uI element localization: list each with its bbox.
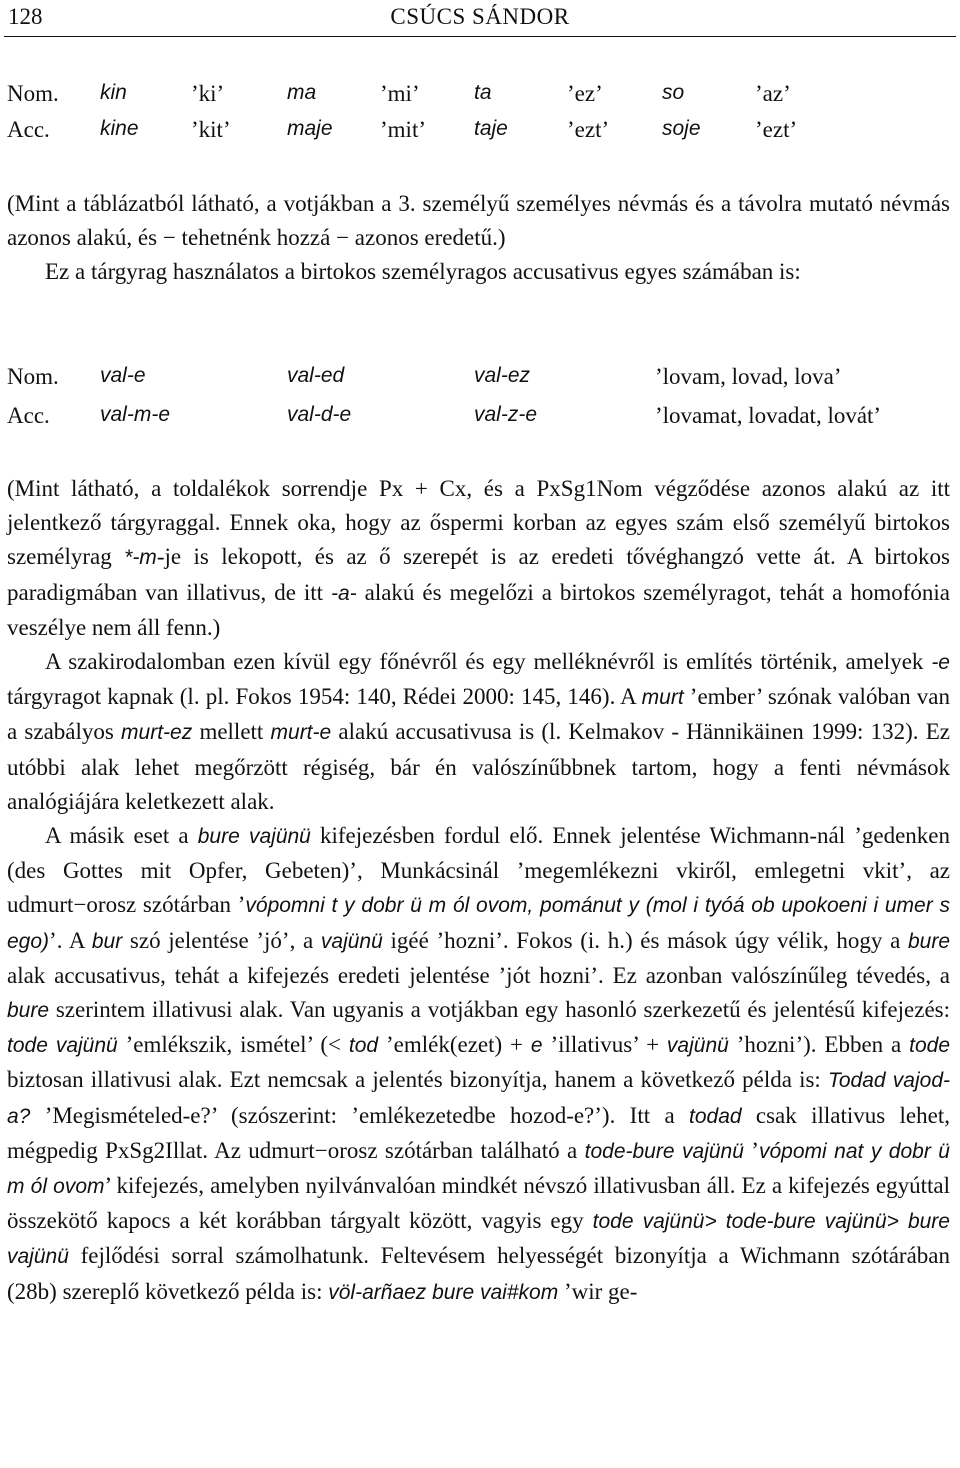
cited-form: bure vajünü: [197, 825, 311, 849]
table2-row-acc: [0, 403, 960, 433]
text-run: szó jelentése ’jó’, a: [122, 927, 321, 953]
cited-form: bur: [91, 929, 123, 953]
gloss: ’ki’: [191, 81, 225, 106]
text-run: alakú accusativusa is (l. Kelmakov - Hännikäinen 1999: 132). Ez utóbbi alak lehet megőrzött régiség, bár én valószínűbbnek tartom, hogy a fenti névmások analógiájára keletkezett alak.: [7, 719, 950, 814]
text-run: ’wir ge-: [558, 1278, 638, 1304]
cited-form: todad: [689, 1104, 742, 1128]
form: val-ez: [474, 364, 531, 387]
page-number: 128: [8, 4, 43, 29]
cited-form: *-m: [124, 546, 157, 570]
gloss: ’ez’: [567, 81, 603, 106]
gloss: ’ezt’: [755, 117, 798, 142]
gloss: ’lovam, lovad, lova’: [655, 364, 842, 389]
paragraph: Ez a tárgyrag használatos a birtokos személyragos accusativus egyes számában is:: [45, 259, 801, 285]
gloss: ’ezt’: [567, 117, 610, 142]
cited-form: tode: [909, 1034, 950, 1058]
text-run: alak accusativus, tehát a kifejezés eredeti jelentése ’jót hozni’. Ez azonban valószínűleg tévedés, a: [7, 962, 950, 988]
form: taje: [474, 117, 508, 140]
form: val-z-e: [474, 403, 538, 426]
form: val-d-e: [287, 403, 352, 426]
cited-form: bure: [7, 999, 50, 1023]
table2-row-nom: [0, 364, 960, 394]
text-run: tárgyragot kapnak (l. pl. Fokos 1954: 140, Rédei 2000: 145, 146). A: [7, 684, 642, 710]
case-label: Nom.: [7, 81, 59, 106]
text-run: ’ember’ szónak valóban van a szabályos: [7, 684, 950, 745]
paragraph-block-2: [7, 472, 950, 1310]
text-run: ’emlék(ezet) +: [378, 1032, 531, 1058]
cited-form: völ-arñaez bure vai#kom: [328, 1280, 559, 1304]
text-run: ’hozni’). Ebben a: [728, 1032, 910, 1058]
case-label: Nom.: [7, 364, 59, 389]
cited-form: vajünü: [666, 1034, 729, 1058]
text-run: mellett: [192, 719, 271, 745]
form: val-ed: [287, 364, 345, 387]
cited-form: -a-: [330, 581, 357, 605]
page-header: [0, 0, 960, 36]
text-run: igéé ’hozni’. Fokos (i. h.) és mások úgy vélik, hogy a: [382, 927, 908, 953]
text-run: A szakirodalomban ezen kívül egy főnévről és egy melléknévről is említés történik, amelyek: [45, 649, 932, 675]
running-head: CSÚCS SÁNDOR: [390, 4, 570, 29]
table1-row-nom: [0, 81, 960, 111]
form: val-m-e: [100, 403, 171, 426]
form: ma: [287, 81, 317, 104]
cited-form: bure: [907, 929, 951, 953]
form: kine: [100, 117, 139, 140]
gloss: ’mi’: [380, 81, 420, 106]
text-run: ’Megismételed-e?’ (szószerint: ’emlékezetedbe hozod-e?’). Itt a: [30, 1102, 689, 1128]
cited-form: murt-ez: [121, 721, 193, 745]
text-run: alakú és megelőzi a birtokos személyragot, tehát a homofónia veszélye nem áll fenn.): [7, 579, 950, 640]
cited-form: tode vajünü> tode-bure vajünü> bure vajünü: [7, 1210, 950, 1269]
table1-row-acc: [0, 117, 960, 147]
text-run: A másik eset a: [45, 823, 198, 849]
text-run: ’: [743, 1137, 759, 1163]
cited-form: tode vajünü: [7, 1034, 118, 1058]
text-run: ’ kifejezés, amelyben nyilvánvalóan mindkét névszó illativusban áll. Ez a kifejezés egyúttal összekötő kapocs a két korábban tárgyalt között, vagyis egy: [7, 1173, 951, 1234]
text-run: fejlődési sorral számolhatunk. Feltevésem helyességét bizonyítja a Wichmann szótárában (28b) szereplő következő példa is:: [7, 1243, 950, 1304]
text-run: biztosan illativusi alak. Ezt nemcsak a jelentés bizonyítja, hanem a következő példa is:: [7, 1067, 828, 1093]
form: kin: [100, 81, 127, 104]
case-label: Acc.: [7, 403, 50, 428]
form: so: [662, 81, 685, 104]
cited-form: vópomni t y dobr ü m ól ovom, pománut y (mol i tyóá ob upokoeni i umer s ego): [7, 894, 950, 953]
gloss: ’kit’: [191, 117, 231, 142]
case-label: Acc.: [7, 117, 50, 142]
cited-form: tode-bure vajünü: [584, 1139, 744, 1163]
text-run: ’illativus’ +: [542, 1032, 667, 1058]
gloss: ’mit’: [380, 117, 426, 142]
cited-form: vópomi nat y dobr ü m ól ovom: [7, 1139, 950, 1199]
text-run: ’. A: [49, 927, 92, 953]
paragraph: [7, 645, 950, 819]
paragraph: [7, 472, 950, 645]
form: val-e: [100, 364, 146, 387]
text-run: (Mint látható, a toldalékok sorrendje Px + Cx, és a PxSg1Nom végződése azonos alakú az itt jelentkező tárgyraggal. Ennek oka, hogy az őspermi korban az egyes szám első személyű birtokos személyrag: [7, 476, 950, 570]
cited-form: tod: [348, 1034, 379, 1058]
gloss: ’az’: [755, 81, 791, 106]
text-run: szerintem illativusi alak. Van ugyanis a votjákban egy hasonló szerkezetű és jelentésű kifejezés:: [49, 997, 950, 1023]
header-rule: [4, 36, 956, 37]
cited-form: vajünü: [320, 929, 383, 953]
text-run: ’emlékszik, ismétel’ (<: [117, 1032, 349, 1058]
form: maje: [287, 117, 333, 140]
paragraph: (Mint a táblázatból látható, a votjákban a 3. személyű személyes névmás és a távolra mutató névmás azonos alakú, és − tehetnénk hozzá − azonos eredetű.): [7, 191, 950, 251]
cited-form: e: [530, 1034, 543, 1058]
form: soje: [662, 117, 701, 140]
cited-form: Todad vajod-a?: [7, 1069, 950, 1128]
paragraph: [7, 819, 950, 1310]
gloss: ’lovamat, lovadat, lovát’: [655, 403, 882, 428]
form: ta: [474, 81, 492, 104]
cited-form: murt: [641, 686, 684, 710]
paragraph-block-1: [7, 187, 950, 290]
text-run: kifejezésben fordul elő. Ennek jelentése Wichmann-nál ’gedenken (des Gottes mit Opfer, Gebeten)’, Munkácsinál ’megemlékezni vkiről, emlegetni vkit’, az udmurt−orosz szótárban ’: [7, 823, 951, 918]
text-run: -je is lekopott, és az ő szerepét is az eredeti tővéghangzó vette át. A birtokos paradigmában van illativus, de itt: [7, 544, 950, 605]
text-run: csak illativus lehet, mégpedig PxSg2Illat. Az udmurt−orosz szótárban található a: [7, 1102, 950, 1163]
cited-form: murt-e: [270, 721, 332, 745]
cited-form: -e: [931, 651, 950, 675]
